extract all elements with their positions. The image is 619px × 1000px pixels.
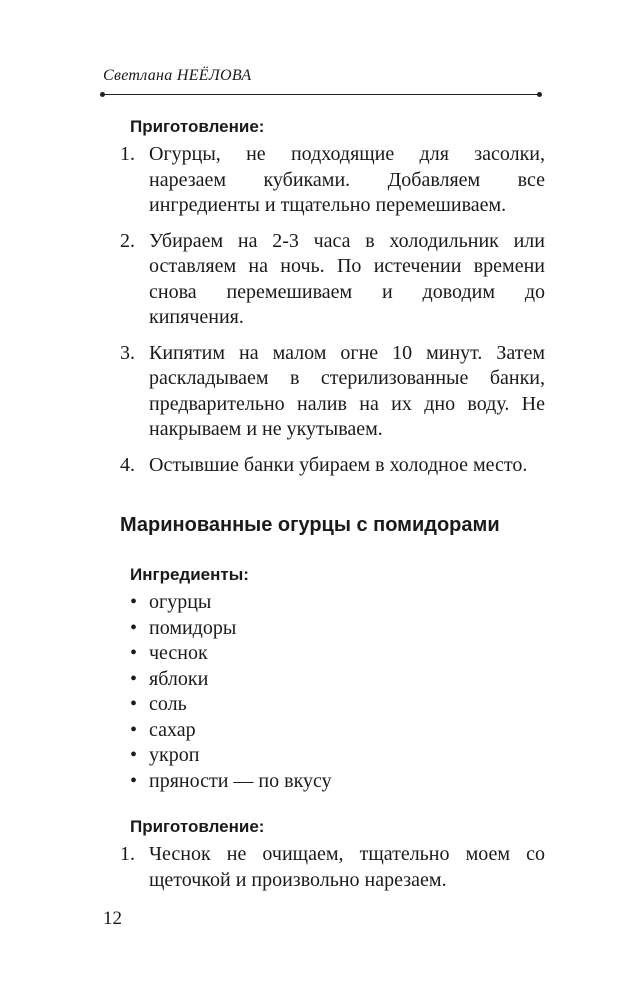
- step-item: [120, 142, 545, 219]
- list-item: [120, 667, 545, 693]
- preparation-steps: [120, 842, 545, 893]
- step-number: 3.: [120, 341, 135, 364]
- preparation-steps: [120, 142, 545, 478]
- step-text: Остывшие банки убираем в холодное место.: [149, 453, 528, 476]
- step-item: [120, 229, 545, 331]
- bullet: •: [130, 693, 138, 715]
- step-item: [120, 453, 545, 479]
- step-text: Кипятим на малом огне 10 минут. Затем раскладываем в стерилизованные банки, предварительно налив на их дно воду. Не накрываем и не укутываем.: [149, 341, 545, 440]
- step-number: 4.: [120, 453, 135, 476]
- running-title: Светлана НЕЁЛОВА: [103, 67, 252, 84]
- step-number: 2.: [120, 229, 135, 252]
- ingredients-heading: Ингредиенты:: [130, 565, 249, 584]
- list-item: [120, 769, 545, 795]
- step-item: [120, 842, 545, 893]
- list-item: [120, 641, 545, 667]
- bullet: •: [130, 744, 138, 766]
- ingredient-text: помидоры: [149, 616, 237, 639]
- ingredients-list: [120, 590, 545, 794]
- list-item: [120, 692, 545, 718]
- list-item: [120, 743, 545, 769]
- bullet: •: [130, 642, 138, 664]
- rule-dot-right: [537, 92, 542, 97]
- page-content: [120, 116, 545, 903]
- header-rule: [103, 94, 539, 95]
- list-item: [120, 718, 545, 744]
- list-item: [120, 590, 545, 616]
- step-number: 1.: [120, 843, 135, 865]
- list-item: [120, 616, 545, 642]
- ingredient-text: соль: [149, 693, 187, 715]
- page-number: 12: [103, 908, 122, 929]
- bullet: •: [130, 769, 138, 792]
- preparation-heading: Приготовление:: [130, 117, 265, 136]
- step-item: [120, 341, 545, 443]
- ingredient-text: огурцы: [149, 591, 212, 613]
- ingredient-text: сахар: [149, 718, 196, 741]
- bullet: •: [130, 667, 138, 690]
- step-text: Огурцы, не подходящие для засолки, нарезаем кубиками. Добавляем все ингредиенты и тщательно перемешиваем.: [149, 143, 545, 216]
- step-text: Убираем на 2-3 часа в холодильник или оставляем на ночь. По истечении времени снова перемешиваем и доводим до кипячения.: [149, 229, 545, 328]
- step-text: Чеснок не очищаем, тщательно моем со щеточкой и произвольно нарезаем.: [149, 843, 545, 891]
- bullet: •: [130, 718, 138, 741]
- ingredient-text: пряности — по вкусу: [149, 769, 332, 792]
- step-number: 1.: [120, 143, 135, 165]
- recipe-title: Маринованные огурцы с помидорами: [120, 514, 500, 536]
- ingredient-text: чеснок: [149, 642, 208, 664]
- preparation-heading: Приготовление:: [130, 817, 265, 836]
- bullet: •: [130, 616, 138, 639]
- bullet: •: [130, 591, 138, 613]
- ingredient-text: яблоки: [149, 667, 209, 690]
- rule-dot-left: [100, 92, 105, 97]
- ingredient-text: укроп: [149, 744, 200, 766]
